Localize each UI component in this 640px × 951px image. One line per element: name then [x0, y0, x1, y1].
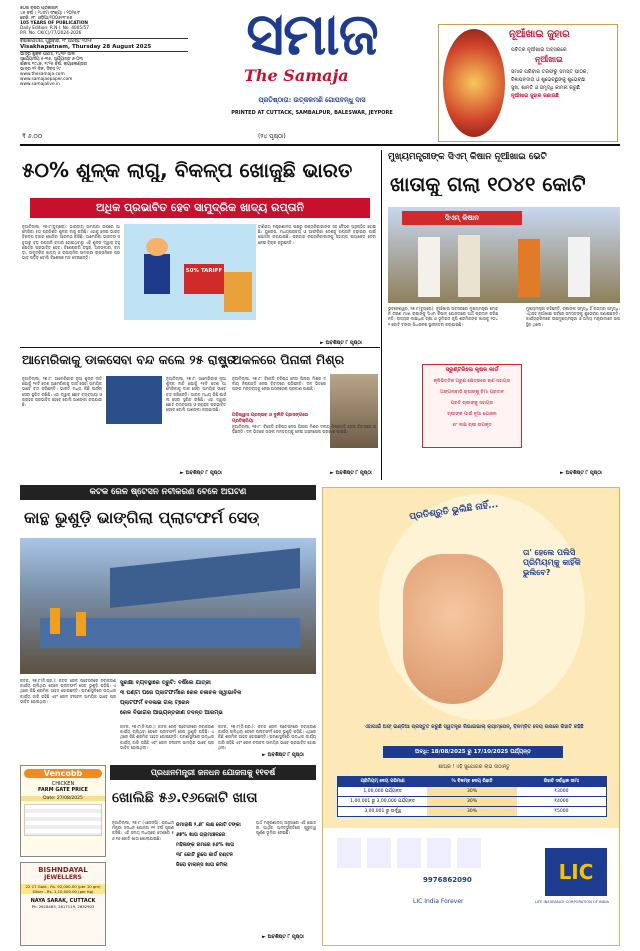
jeweller-phone: Ph. 2618463, 2617119, 2632903 — [31, 904, 95, 909]
worker-figure — [76, 612, 86, 636]
partner-logos — [337, 838, 487, 868]
column-header: ପ୍ରିମିୟମ୍ ଦେୟ ପରିମାଣ — [360, 779, 405, 784]
pr-number: P.R. No. CK(C)/77/2024-2026 — [20, 31, 82, 36]
nuakhai-greeting-ad[interactable] — [438, 24, 618, 142]
table-cell: 30% — [427, 797, 516, 806]
website-link[interactable]: www.samajaepaper.com — [20, 77, 73, 82]
page-count: (୨୪ ପୃଷ୍ଠା) — [258, 133, 286, 140]
lic-logo: LIC — [545, 848, 607, 896]
years-of-publication: 105 YEARS OF PUBLICATION — [20, 21, 88, 26]
station-kicker: କଟକ ରେଳ ଷ୍ଟେସନ ନବୀକରଣ ବେଳେ ଅଘଟଣ — [20, 485, 316, 500]
table-row — [338, 786, 606, 796]
postal-body: ନୂଆଦିଲ୍ଲୀ, ୨୭।୮: ଆମେରିକାର ନୂଆ ଶୁଳ୍କ ନୀତି ଯୋଗୁଁ ୨୫ଟି ଦେଶ ଆମେରିକାକୁ ଡାକ ସେବା ସାମୟିକ ଭାବେ ବନ୍ଦ କରିଛନ୍ତି। ଭାରତ ମଧ୍ୟ କିଛି ପାର୍ସଲ ସେବା ସ୍ଥଗିତ ରଖିଛି। ଏହା ଦ୍ୱାରା ଛୋଟ ବ୍ୟବସାୟୀ ଓ ଗ୍ରାହକ ପ୍ରଭାବିତ ହେବେ ବୋଲି ଆଶଙ୍କା କରାଯାଉଛି। — [22, 376, 102, 408]
cm-body-b: ମୁଖ୍ୟମନ୍ତ୍ରୀ କହିଛନ୍ତି, ଚାଷୀଙ୍କ ସମୃଦ୍ଧି ହିଁ ରାଜ୍ୟର ସମୃଦ୍ଧି। ଏଥିସହ ନୂଆଁଖାଇ ପର୍ବରେ ସମସ୍ତଙ୍କୁ ଶୁଭେଚ୍ଛା ଜଣାଇଛନ୍ତି। କାର୍ଯ୍ୟକ୍ରମରେ ଉପମୁଖ୍ୟମନ୍ତ୍ରୀ ଓ ଅନ୍ୟ ମନ୍ତ୍ରୀମାନେ ଉପସ୍ଥିତ ଥିଲେ। — [526, 306, 620, 327]
ad-line: ବିଜ୍ଞାପନଦାତା ଓ ଶୁଭେଚ୍ଛୁଙ୍କୁ ଶୁଭେଚ୍ଛା — [511, 77, 586, 83]
station-headline[interactable]: କାନ୍ଥ ଭୁଶୁଡ଼ି ଭାଙ୍ଗିଲା ପ୍ଲାଟଫର୍ମ ସେଡ୍ — [24, 508, 260, 527]
station-collapse-photo — [20, 538, 316, 674]
bullet-item: ଜମାରାଶି ୨.୬୮ ଲକ୍ଷ କୋଟି ଟଙ୍କା — [176, 822, 241, 828]
masthead-divider — [20, 144, 620, 146]
table-cell: ₹5000 — [554, 809, 569, 814]
table-row — [338, 796, 606, 806]
trump-head — [146, 238, 168, 256]
cm-banner: ସିଏମ୍ କିଷାନ — [402, 211, 522, 225]
table-cell: ₹3000 — [554, 789, 569, 794]
printed-at: PRINTED AT CUTTACK, SAMBALPUR, BALESWAR, JEYPORE — [231, 110, 393, 116]
jeweller-name: JEWELLERS — [44, 874, 82, 881]
station-body: କଟକ, ୨୭।୮(ନି.ପ୍ର.): କଟକ ରେଳ ଷ୍ଟେସନରେ ନବୀକରଣ କାର୍ଯ୍ୟ ଚାଲିଥିବା ବେଳେ ପ୍ଲାଟଫର୍ମ ସେଡ୍ ଭୁଶୁଡ଼ି ପଡ଼ିଛି। ଏଥିରେ କିଛି ଶ୍ରମିକ ଆହତ ହୋଇଛନ୍ତି। ଘଟଣାସ୍ଥଳରେ ଉଦ୍ଧାର କାର୍ଯ୍ୟ ଜାରି ରହିଛି ଏବଂ ରେଳ ଚଳାଚଳ ସାମୟିକ ଭାବେ ପ୍ରଭାବିତ ହୋଇଥିଲା। — [120, 724, 214, 750]
logo-english: The Samaja — [244, 66, 349, 85]
almanac-line: ଭାଦ୍ର ୧୨ ଦିନ, ଦିବସ ୨୯ — [20, 67, 61, 72]
vencobb-brand: Vencobb — [24, 769, 102, 778]
ad-line: CHICKEN — [51, 781, 75, 787]
jewellers-ad[interactable] — [20, 862, 106, 946]
ad-title: ନୂଆଁଖାଇ ଜୁହାର — [509, 29, 570, 40]
tariff-weight: 50% TARIFF — [184, 264, 224, 294]
continued-label[interactable]: ► ଅବଶିଷ୍ଟ ୮ ପୃଷ୍ଠା — [560, 470, 602, 476]
bullet-item: ଜିରୋ ବାଲାନ୍ସ ଖାତା କମିଲା — [176, 862, 228, 868]
mishra-headline[interactable]: ଅକଳରେ ପିନାକୀ ମିଶ୍ର — [232, 352, 345, 367]
lic-social[interactable]: LIC India Forever — [413, 898, 464, 905]
ad-line: FARM GATE PRICE — [38, 787, 88, 793]
goods-pile — [224, 272, 252, 312]
date-english: Visakhapatnam, Thursday 28 August 2025 — [20, 44, 152, 50]
vencobb-ad[interactable] — [20, 765, 106, 857]
cm-photo — [388, 207, 620, 303]
masthead-line: ରେଜି. ନଂ. ଓଡ଼ିଆ/୨୦୦୬/୧୮୫୬ — [20, 16, 73, 21]
masthead-line: ୪୫ ବର୍ଷ । ୨୪ତମ ସଂଖ୍ୟା । ୨୦୨୫/୮ — [20, 11, 81, 16]
table-header — [338, 777, 606, 786]
lic-message: ଏହାପାଇଁ ଅଫ୍ ଇଣ୍ଡିଆ ପ୍ରସ୍ତୁତ କରୁଛି ସ୍ୱତନ୍ତ୍ର ରିଭାଇଭାଲ୍ କ୍ୟାମ୍ପେନ୍, ବିଳମ୍ବିତ ଦେୟ ଉପରେ ରିହାତି ରହିଛି — [364, 724, 584, 730]
continued-label[interactable]: ► ଅବଶିଷ୍ଟ ୮ ପୃଷ୍ଠା — [320, 340, 362, 346]
box-line: କୃଷିଭିତ୍ତିକ ଅରୁଣ କ୍ଷେତ୍ରରେ ଋଣ ସହାୟତା — [433, 379, 511, 384]
box-line: ଚାଷୀଙ୍କ ପାଇଁ ନୂଆ ଯୋଜନା — [447, 412, 497, 417]
lic-name: LIFE INSURANCE CORPORATION OF INDIA — [535, 900, 609, 904]
station-bullets — [120, 678, 316, 722]
lic-footer — [323, 828, 619, 946]
bullet-item: ୩ ଘଣ୍ଟା ପରେ ପ୍ଲାଟଫର୍ମରେ ରେଳ ଚଳାଚଳ ସ୍ୱାଭାବିକ — [120, 690, 242, 696]
lic-note: ଶୀଘ୍ର ! ଏହି ସୁଯୋଗର ଲାଭ ଉଠାନ୍ତୁ — [438, 764, 510, 770]
person-figure — [418, 237, 440, 297]
section-divider — [20, 347, 380, 348]
jandhan-body: ଅର୍ଥ ମନ୍ତ୍ରଣାଳୟ ଅନୁସାରେ ଏହି ଯୋଜନା ଆର୍ଥିକ ଅନ୍ତର୍ଭୁକ୍ତିରେ ଗୁରୁତ୍ୱପୂର୍ଣ୍ଣ ଭୂମିକା ନେଇଛି। — [256, 820, 316, 836]
price-table — [24, 804, 102, 836]
price: ₹ ୬.୦୦ — [22, 133, 43, 140]
masthead-left-info — [20, 6, 188, 116]
ad-line: ସୁଖ, ଶାନ୍ତି ଓ ସମୃଦ୍ଧି କାମନା କରୁଛି — [511, 85, 580, 91]
rni-number: Daily Edition: R.N.I. No. 4005/57 — [20, 26, 90, 31]
samaja-logo — [196, 0, 428, 128]
deity-image — [443, 29, 505, 137]
date-odia: ବିଶାଖାପାଟଣା, ଗୁରୁବାର, ୨୮ ଅଗଷ୍ଟ ୨୦୨୫ — [20, 38, 188, 44]
continued-label[interactable]: ► ଅବଶିଷ୍ଟ ୮ ପୃଷ୍ଠା — [330, 470, 372, 476]
bullet-item: ୬୭% ଖାତା ଗ୍ରାମାଞ୍ଚଳରେ — [176, 832, 226, 838]
jeweller-name: BISHNDAYAL — [38, 866, 88, 874]
ad-line: ପବିତ୍ର ନୂଆଁଖାଇ ଅବସରରେ — [511, 47, 567, 53]
table-cell: 30% — [427, 787, 516, 796]
mishra-quote: ଅବିଶ୍ୱାସ ପ୍ରସ୍ତାବ ଓ ଦୁର୍ନୀତି ପ୍ରସଙ୍ଗରେ ପ୍ରତିକ୍ରିୟା — [232, 413, 308, 424]
table-cell: 30% — [427, 807, 516, 816]
box-line: ୫୮ ଲକ୍ଷ ଚାଷୀ ଉପକୃତ — [452, 423, 492, 428]
person-figure — [458, 235, 480, 297]
column-header: ରିହାତି ସର୍ବାଧିକ ସୀମା — [543, 779, 579, 784]
table-cell: ₹4000 — [554, 799, 569, 804]
trump-figure — [144, 254, 170, 294]
almanac-line: ଶକାବ୍ଦ ୧୯୪୭, ୧୯୨୫ ବର୍ଷ, କ୍ୟାଲେଣ୍ଡର — [20, 62, 87, 67]
continued-label[interactable]: ► ଅବଶିଷ୍ଟ ୮ ପୃଷ୍ଠା — [180, 470, 222, 476]
table-row — [338, 806, 606, 816]
lic-headline: ତା' ହେଲେ ପଲିସି ପ୍ରିମିୟମ୍କୁ କାହିଁକି ଭୁଲିବେ? — [523, 548, 581, 577]
masthead-line: ୭୦ଶ ବର୍ଷର ପ୍ରକାଶନ — [20, 6, 58, 11]
cupped-hands-image — [403, 554, 503, 704]
box-title: ସରୁଣ୍ଟରିଲେ କୃଷକ କାର୍ଡ — [445, 367, 499, 373]
jandhan-kicker: ପ୍ରଧାନମନ୍ତ୍ରୀ ଜନଧନ ଯୋଜନାକୁ ୧୧ବର୍ଷ — [110, 765, 316, 780]
box-line: ପ୍ରତି ଚାଷୀଙ୍କୁ ସହାୟତା — [450, 401, 494, 406]
tariff-cartoon — [124, 224, 256, 320]
campaign-period: ଅବଧି: 18/08/2025 ରୁ 17/10/2025 ପର୍ଯ୍ୟନ୍ତ — [383, 746, 563, 758]
bullet-item: ରେଳ ବିଭାଗର ଆଭ୍ୟନ୍ତରୀଣ ତଦନ୍ତ ଆରମ୍ଭ — [120, 710, 223, 716]
tariff-subhead: ଅଧିକ ପ୍ରଭାବିତ ହେବ ସାମୁଦ୍ରିକ ଖାଦ୍ୟ ରପ୍ତାନି — [30, 198, 370, 218]
station-body: କଟକ, ୨୭।୮(ନି.ପ୍ର.): କଟକ ରେଳ ଷ୍ଟେସନରେ ନବୀକରଣ କାର୍ଯ୍ୟ ଚାଲିଥିବା ବେଳେ ପ୍ଲାଟଫର୍ମ ସେଡ୍ ଭୁଶୁଡ଼ି ପଡ଼ିଛି। ଏଥିରେ କିଛି ଶ୍ରମିକ ଆହତ ହୋଇଛନ୍ତି। ଘଟଣାସ୍ଥଳରେ ଉଦ୍ଧାର କାର୍ଯ୍ୟ ଜାରି ରହିଛି ଏବଂ ରେଳ ଚଳାଚଳ ସାମୟିକ ଭାବେ ପ୍ରଭାବିତ ହୋଇଥିଲା। — [20, 678, 116, 704]
discount-table — [337, 776, 607, 817]
postal-headline[interactable]: ଆମେରିକାକୁ ଡାକସେବା ବନ୍ଦ କଲେ ୨୫ ରାଷ୍ଟ୍ର — [22, 352, 237, 367]
cm-body-a: ଭୁବନେଶ୍ୱର, ୨୭।୮(ବ୍ୟୁରୋ): ନୂଆଁଖାଇ ଅବସରରେ ମୁଖ୍ୟମନ୍ତ୍ରୀ ମୋହନ ଚରଣ ମାଝୀ ଚାଷୀଙ୍କୁ ସିଏମ୍ କିଷାନ ଯୋଜନାରେ ଅର୍ଥ ପ୍ରଦାନ କରିଛନ୍ତି। ରାଜ୍ୟର ଲକ୍ଷାଧିକ ଚାଷୀ ଓ ଭୂମିହୀନ କୃଷି ଶ୍ରମିକଙ୍କ ଖାତାକୁ ୧୦୪୧ କୋଟି ଟଙ୍କା ସିଧାସଳଖ ସ୍ଥାନାନ୍ତର କରାଯାଇଛି। — [388, 306, 498, 327]
bullet-item: ମହିଳାଙ୍କ ନାମରେ ୫୬% ଖାତା — [176, 842, 235, 848]
website-link[interactable]: www.thesamaja.com — [20, 72, 65, 77]
postal-body: ନୂଆଦିଲ୍ଲୀ, ୨୭।୮: ଆମେରିକାର ନୂଆ ଶୁଳ୍କ ନୀତି ଯୋଗୁଁ ୨୫ଟି ଦେଶ ଆମେରିକାକୁ ଡାକ ସେବା ସାମୟିକ ଭାବେ ବନ୍ଦ କରିଛନ୍ତି। ଭାରତ ମଧ୍ୟ କିଛି ପାର୍ସଲ ସେବା ସ୍ଥଗିତ ରଖିଛି। ଏହା ଦ୍ୱାରା ଛୋଟ ବ୍ୟବସାୟୀ ଓ ଗ୍ରାହକ ପ୍ରଭାବିତ ହେବେ ବୋଲି ଆଶଙ୍କା କରାଯାଉଛି। — [166, 376, 226, 413]
column-header: % ବିଳମ୍ବ ଦେୟ ରିହାତି — [451, 779, 493, 784]
box-line: ଅଙ୍ଗନାବାଡ଼ି ଚାଷୀଙ୍କୁ ବିମା ପ୍ରଦାନ — [440, 390, 504, 395]
gold-rate: 22 CT Gold - Rs. 92,000.00 (per 10 gm) — [21, 884, 105, 889]
tariff-body-right: ବାଣିଜ୍ୟ ମନ୍ତ୍ରଣାଳୟ ପକ୍ଷରୁ ରପ୍ତାନିକାରୀଙ୍କ ସହ ବୈଠକ ଅନୁଷ୍ଠିତ ହୋଇଛି। ୟୁରୋପ, ମଧ୍ୟପ୍ରାଚ୍ୟ ଓ ଆଫ୍ରିକା ଦେଶକୁ ରପ୍ତାନି ବଢ଼ାଇବା ପାଇଁ ଯୋଜନା କରାଯାଉଛି। ସରକାର ରପ୍ତାନିକାରୀଙ୍କୁ ସହାୟତା ପ୍ୟାକେଜ ଦେବା ନେଇ ବିଚାର କରୁଛନ୍ତି। — [258, 224, 376, 245]
tariff-body-left: ନୂଆଦିଲ୍ଲୀ, ୨୭।୮(ବ୍ୟୁରୋ): ଭାରତୀୟ ସାମଗ୍ରୀ ଉପରେ ଆମେରିକା ୫୦ ପ୍ରତିଶତ ଶୁଳ୍କ ଲାଗୁ କରିଛି। ଏହାକୁ ନେଇ ଭାରତ ବିକଳ୍ପ ବଜାର ଖୋଜିବା ଆରମ୍ଭ କରିଛି। ଆମେରିକା ଭାରତର ସବୁଠାରୁ ବଡ଼ ରପ୍ତାନି ବଜାର ହୋଇଥିବାରୁ ଏହି ଶୁଳ୍କ ଦ୍ୱାରା ବହୁ କ୍ଷେତ୍ର ପ୍ରଭାବିତ ହେବ। ବିଶେଷକରି ବସ୍ତ୍ର, ଅଳଙ୍କାର, ଚମଡ଼ା, ସାମୁଦ୍ରିକ ଖାଦ୍ୟ ଓ ରାସାୟନିକ ସାମଗ୍ରୀ ରପ୍ତାନିରେ ପ୍ରଭାବ ପଡ଼ିବ ବୋଲି ବିଶେଷଜ୍ଞ ମତ ଦେଇଛନ୍ତି। — [22, 224, 120, 261]
bullet-item: ସୁରକ୍ଷା ବ୍ୟବସ୍ଥାରେ ତ୍ରୁଟି: ବର୍ଷିଲେ ଯାତ୍ରୀ — [120, 680, 211, 686]
ad-line: ସମାଜ ପରିବାର ତରଫରୁ ସମସ୍ତ ପାଠକ, — [511, 69, 589, 75]
lic-headline: ପ୍ରତିଶ୍ରୁତି ଭୁଲିଛି ନାହିଁ... — [408, 499, 499, 523]
continued-label[interactable]: ► ଅବଶିଷ୍ଟ ୮ ପୃଷ୍ଠା — [262, 934, 304, 940]
collapsed-shed — [110, 548, 300, 608]
ad-line: ନୂଆଁଖାଇ — [535, 55, 563, 64]
table-cell: 1,00,001 ରୁ 3,00,000 ପର୍ଯ୍ୟନ୍ତ — [350, 799, 416, 804]
world-map-image — [106, 376, 162, 424]
jandhan-bullets — [176, 820, 252, 920]
silver-rate: Silver - Rs. 1,10,000.00 (per Kg) — [21, 889, 105, 894]
almanac-line: ସୂର୍ଯ୍ୟୋଦୟ ୫-୩୫, ସୂର୍ଯ୍ୟାସ୍ତ ୬-୦୩ — [20, 57, 83, 62]
bullet-item: ୩୮ କୋଟି ରୁପେ କାର୍ଡ ବଣ୍ଟନ — [176, 852, 233, 858]
table-cell: 1,00,000 ପର୍ଯ୍ୟନ୍ତ — [363, 789, 402, 794]
website-link[interactable]: www.samajalive.in — [20, 82, 60, 87]
jeweller-address: NAYA SARAK, CUTTACK — [30, 898, 96, 904]
mishra-body: ନୂଆଦିଲ୍ଲୀ, ୨୭।୮: ବିଜେଡି ବରିଷ୍ଠ ନେତା ପିନାକୀ ମିଶ୍ର ଦଳୀୟ ନିଷ୍ପତ୍ତି ନେଇ ବିବାଦରେ ପଡ଼ିଛନ୍ତି। ଦଳ ଭିତରେ ତାଙ୍କ ମନ୍ତବ୍ୟକୁ ନେଇ ଅସନ୍ତୋଷ ପ୍ରକାଶ ପାଇଛି। — [232, 376, 326, 392]
cm-highlight-box — [422, 364, 522, 448]
person-figure — [518, 239, 540, 297]
table-cell: 3,00,001 ରୁ ଊର୍ଦ୍ଧ୍ୱ — [364, 809, 401, 814]
founder-tagline: ପ୍ରତିଷ୍ଠାତା: ଉତ୍କଳମଣି ଗୋପବନ୍ଧୁ ଦାସ — [258, 96, 366, 104]
bullet-item: ପ୍ଲାଟଫର୍ମ ବଦଳାଇ ଗଲା ଟ୍ରେନ — [120, 700, 190, 706]
almanac-line: ଭାଦ୍ର ଶୁକ୍ଳ ପଞ୍ଚମୀ, ୧୪୩୨ ସାଲ — [20, 51, 188, 57]
ad-line: ନୂଆଁଖାଇ ଜୁହାର ଜଣାଉଛି — [511, 93, 559, 99]
tariff-headline[interactable]: ୫୦% ଶୁଳ୍କ ଲାଗୁ, ବିକଳ୍ପ ଖୋଜୁଛି ଭାରତ — [22, 158, 353, 182]
column-divider — [381, 150, 382, 480]
lic-advertisement[interactable] — [322, 487, 620, 946]
mishra-body: ନୂଆଦିଲ୍ଲୀ, ୨୭।୮: ବିଜେଡି ବରିଷ୍ଠ ନେତା ପିନାକୀ ମିଶ୍ର ଦଳୀୟ ନିଷ୍ପତ୍ତି ନେଇ ବିବାଦରେ ପଡ଼ିଛନ୍ତି। ଦଳ ଭିତରେ ତାଙ୍କ ମନ୍ତବ୍ୟକୁ ନେଇ ଅସନ୍ତୋଷ ପ୍ରକାଶ ପାଇଛି। — [232, 424, 376, 435]
lic-phone[interactable]: 9976862090 — [423, 876, 472, 884]
ad-date: Date: 27/08/2025 — [21, 796, 105, 801]
worker-figure — [50, 608, 60, 634]
station-body: କଟକ, ୨୭।୮(ନି.ପ୍ର.): କଟକ ରେଳ ଷ୍ଟେସନରେ ନବୀକରଣ କାର୍ଯ୍ୟ ଚାଲିଥିବା ବେଳେ ପ୍ଲାଟଫର୍ମ ସେଡ୍ ଭୁଶୁଡ଼ି ପଡ଼ିଛି। ଏଥିରେ କିଛି ଶ୍ରମିକ ଆହତ ହୋଇଛନ୍ତି। ଘଟଣାସ୍ଥଳରେ ଉଦ୍ଧାର କାର୍ଯ୍ୟ ଜାରି ରହିଛି ଏବଂ ରେଳ ଚଳାଚଳ ସାମୟିକ ଭାବେ ପ୍ରଭାବିତ ହୋଇଥିଲା। — [218, 724, 316, 750]
continued-label[interactable]: ► ଅବଶିଷ୍ଟ ୮ ପୃଷ୍ଠା — [262, 752, 304, 758]
logo-odia: ସମାଜ — [246, 0, 378, 68]
person-figure — [568, 237, 590, 297]
jandhan-body: ନୂଆଦିଲ୍ଲୀ, ୨୭।୮ (ଏଜେନ୍ସି): ପ୍ରଧାନମନ୍ତ୍ରୀ ଜନଧନ ଯୋଜନା ୧୧ ବର୍ଷ ପୂରଣ କରିଛି। ଏହି ସମୟ ମଧ୍ୟରେ ଦେଶରେ ୫୬.୧୬ କୋଟି ଖାତା ଖୋଲାଯାଇଛି। — [112, 820, 174, 841]
jandhan-headline[interactable]: ଖୋଲିଛି ୫୬.୧୬କୋଟି ଖାତା — [112, 790, 258, 806]
cm-kicker: ମୁଖ୍ୟମନ୍ତ୍ରୀଙ୍କ ସିଏମ୍ କିଷାନ ନୂଆଁଖାଇ ଭେଟି — [388, 152, 547, 162]
cm-headline[interactable]: ଖାତାକୁ ଗଲା ୧୦୪୧ କୋଟି — [390, 172, 586, 196]
